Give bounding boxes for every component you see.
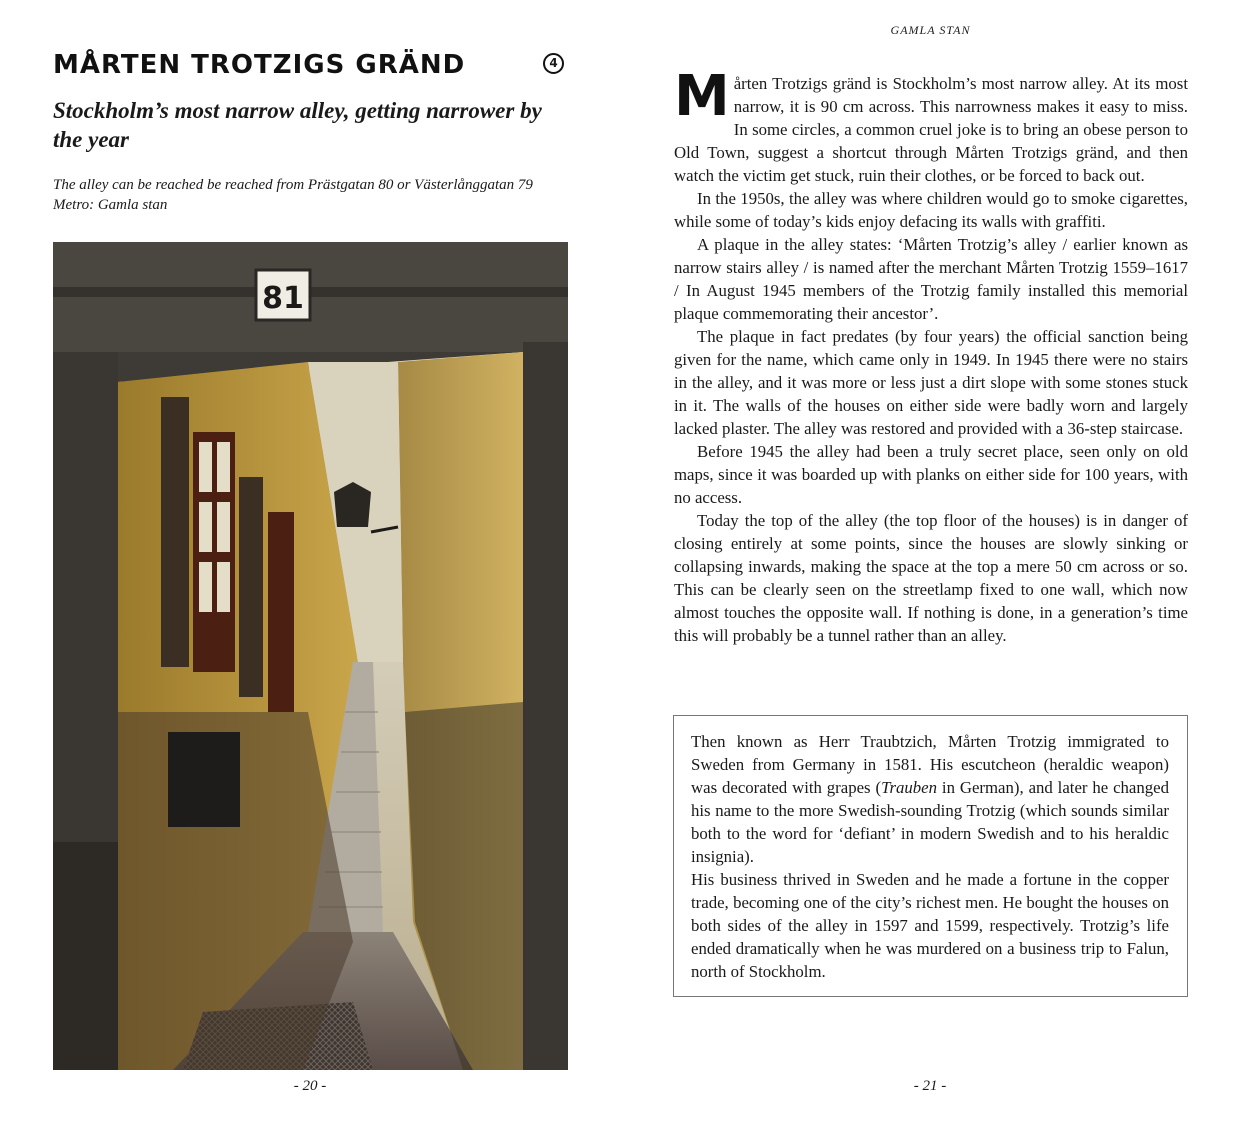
page-number-right: - 21 -: [913, 1078, 947, 1094]
sidebar-box: [673, 715, 1188, 997]
body-paragraph-2: In the 1950s, the alley was where children would go to smoke cigarettes, while some of today’s kids enjoy defacing its walls with graffiti.: [674, 189, 1188, 231]
sidebar-italic-word: Trauben: [881, 778, 938, 797]
metro-line: Metro: Gamla stan: [53, 197, 168, 213]
body-paragraph-3: A plaque in the alley states: ‘Mårten Trotzig’s alley / earlier known as narrow stairs alley / is named after the merchant Mårten Trotzig 1559–1617 / In August 1945 members of the Trotzig family installed this memorial plaque commemorating their ancestor’.: [674, 235, 1188, 323]
entry-subtitle: Stockholm’s most narrow alley, getting narrower by the year: [53, 98, 542, 152]
access-line: The alley can be reached be reached from Prästgatan 80 or Västerlånggatan 79: [53, 177, 533, 193]
sidebar-paragraph-2: His business thrived in Sweden and he made a fortune in the copper trade, becoming one of the city’s richest men. He bought the houses on both sides of the alley in 1597 and 1599, respectively. Trotzig’s life ended dramatically when he was murdered on a business trip to Falun, north of Stockholm.: [691, 870, 1169, 981]
left-page: [0, 0, 620, 1123]
right-page: [620, 0, 1241, 1123]
sidebar-text-a: Then known as Herr Traubtzich, Mårten Trotzig immigrated to Sweden from Germany in 1581. His escutcheon (heraldic weapon) was decorated with grapes (: [691, 732, 1169, 797]
body-paragraph-6: Today the top of the alley (the top floor of the houses) is in danger of closing entirely at some points, since the houses are slowly sinking or collapsing inwards, making the space at the top a mere 50 cm across or so. This can be clearly seen on the streetlamp fixed to one wall, which now almost touches the opposite wall. If nothing is done, in a generation’s time this will probably be a tunnel rather than an alley.: [674, 511, 1188, 645]
entry-title: MÅRTEN TROTZIGS GRÄND: [53, 50, 466, 80]
running-head-text: GAMLA STAN: [890, 23, 971, 37]
body-paragraph-1: [674, 64, 1188, 187]
access-info: [53, 175, 583, 215]
sidebar-paragraph-1: [691, 730, 1169, 868]
running-head: [620, 23, 1241, 38]
sidebar-text-b: in German), and later he changed his name to the more Swedish-sounding Trotzig (which sounds similar both to the word for ‘defiant’ in modern Swedish and to his heraldic insignia).: [691, 778, 1169, 866]
drop-cap: M: [674, 64, 730, 129]
alley-photo: [53, 242, 568, 1070]
body-paragraph-4: The plaque in fact predates (by four years) the official sanction being given for the name, which came only in 1949. In 1945 there were no stairs in the alley, and it was more or less just a dirt slope with some stones stuck in it. The walls of the houses on either side were badly worn and largely lacked plaster. The alley was restored and provided with a 36-step staircase.: [674, 327, 1188, 438]
page-number-left: - 20 -: [293, 1078, 327, 1094]
body-paragraph-1-text: årten Trotzigs gränd is Stockholm’s most narrow alley. At its most narrow, it is 90 cm across. This narrowness makes it easy to miss. In some circles, a common cruel joke is to bring an obese person to Old Town, suggest a shortcut through Mårten Trotzigs gränd, and then watch the victim get stuck, ruin their clothes, or be forced to back out.: [674, 74, 1188, 185]
entry-number-badge: 4: [543, 53, 564, 74]
body-text: [674, 64, 1188, 647]
body-paragraph-5: Before 1945 the alley had been a truly secret place, seen only on old maps, since it was boarded up with planks on either side for 100 years, with no access.: [674, 442, 1188, 507]
photo-sign-number: 81: [262, 281, 304, 316]
